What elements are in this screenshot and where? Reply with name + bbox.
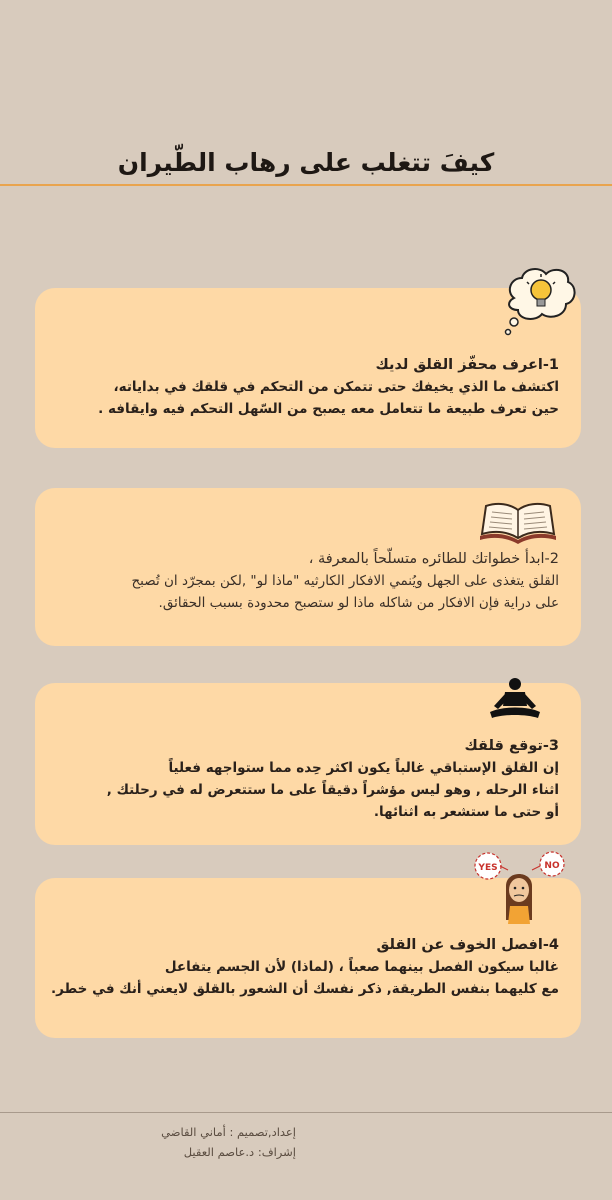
svg-text:YES: YES <box>478 863 498 873</box>
card-4-line-2: مع كليهما بنفس الطريقة, ذكر نفسك أن الشعور بالقلق لايعني أنك في خطر. <box>50 981 559 997</box>
card-1-line-2: حين تعرف طبيعة ما تتعامل معه يصبح من السّهل التحكم فيه وايقافه . <box>98 401 559 417</box>
card-2-line-1: القلق يتغذى على الجهل ويُنمي الافكار الكارثيه "ماذا لو" ,لكن بمجرّد ان تُصبح <box>131 573 559 589</box>
credits-supervisor: إشراف: د.عاصم العقيل <box>183 1145 296 1159</box>
card-1-heading: 1-اعرف محفّز القلق لديك <box>375 357 559 373</box>
title-divider <box>0 184 612 186</box>
lightbulb-thought-icon <box>500 262 580 348</box>
card-3-line-3: أو حتى ما ستشعر به اثنائها. <box>373 804 559 820</box>
card-3-line-2: اثناء الرحله , وهو ليس مؤشراً دقيقاً على ما ستتعرض له في رحلتك , <box>106 782 559 798</box>
card-4-heading: 4-افصل الخوف عن القلق <box>376 937 559 953</box>
card-3-heading: 3-توقع قلقك <box>464 738 559 754</box>
card-4-line-1: غالبا سيكون الفصل بينهما صعباً ، (لماذا) لأن الجسم يتفاعل <box>164 959 559 975</box>
page-title: كيفَ تتغلب على رهاب الطّيران <box>117 148 495 177</box>
card-1-line-1: اكتشف ما الذي يخيفك حتى تتمكن من التحكم في قلقك في بداياته، <box>113 379 559 395</box>
card-2-line-2: على دراية فإن الافكار من شاكله ماذا لو ستصبح محدودة بسبب الحقائق. <box>158 595 559 611</box>
yes-no-person-icon <box>470 850 570 924</box>
credits-author: إعداد,تصميم : أماني القاضي <box>161 1125 296 1139</box>
svg-text:NO: NO <box>544 861 560 871</box>
meditation-icon <box>488 676 542 722</box>
card-2-heading: 2-ابدأ خطواتك للطائره متسلّحاً بالمعرفة ، <box>308 551 559 567</box>
credits <box>36 1122 296 1162</box>
footer-divider <box>0 1112 612 1113</box>
card-3-line-1: إن القلق الإستباقي غالباً يكون اكثر حِده مما ستواجهه فعلياً <box>168 760 559 776</box>
open-book-icon <box>478 498 558 544</box>
